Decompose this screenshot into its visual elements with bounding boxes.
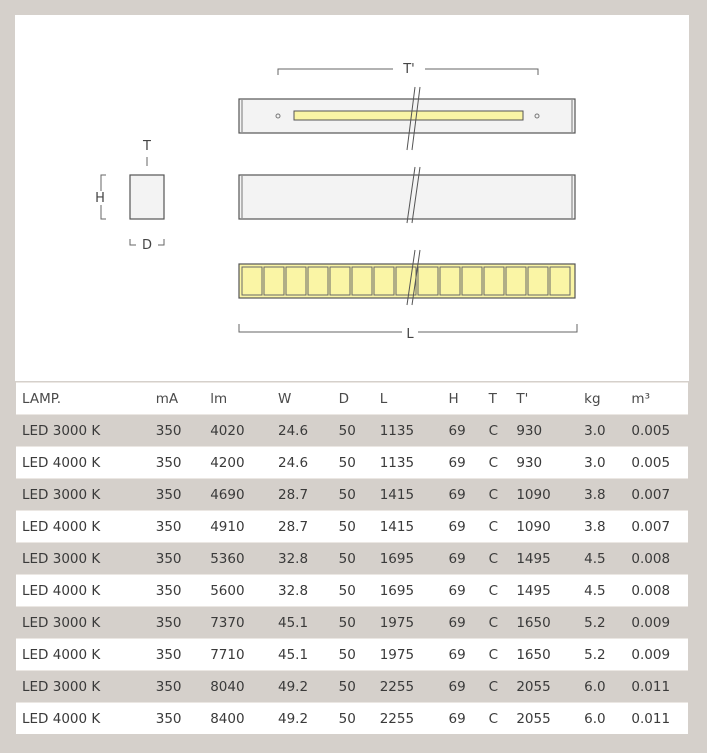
table-cell: 3.0 — [584, 415, 631, 447]
table-cell: 45.1 — [278, 639, 339, 671]
table-cell: 350 — [156, 543, 210, 575]
table-cell: 6.0 — [584, 703, 631, 735]
table-cell: 1495 — [516, 543, 584, 575]
table-cell: 350 — [156, 447, 210, 479]
table-cell: 3.8 — [584, 511, 631, 543]
table-cell: 930 — [516, 415, 584, 447]
table-cell: C — [489, 639, 517, 671]
table-cell: 1135 — [380, 447, 449, 479]
table-cell: 1695 — [380, 575, 449, 607]
led-cell — [528, 267, 548, 295]
table-cell: 24.6 — [278, 415, 339, 447]
specifications-table — [16, 382, 688, 734]
led-cell — [484, 267, 504, 295]
table-cell: 930 — [516, 447, 584, 479]
table-cell: 4.5 — [584, 575, 631, 607]
table-cell: 50 — [339, 639, 380, 671]
table-row — [16, 415, 688, 447]
table-cell: 50 — [339, 479, 380, 511]
table-cell: 1090 — [516, 511, 584, 543]
col-header-m3: m³ — [631, 383, 688, 415]
table-row — [16, 575, 688, 607]
table-cell: LED 3000 K — [16, 671, 156, 703]
table-cell: 4690 — [210, 479, 278, 511]
table-cell: 2255 — [380, 671, 449, 703]
table-cell: 5600 — [210, 575, 278, 607]
table-cell: 50 — [339, 671, 380, 703]
l-label: L — [406, 327, 414, 342]
table-cell: 69 — [449, 703, 489, 735]
side-view — [239, 175, 575, 219]
table-cell: C — [489, 479, 517, 511]
table-header-row — [16, 383, 688, 415]
luminaire-drawing — [15, 15, 689, 381]
led-cell — [352, 267, 372, 295]
led-cell — [396, 267, 416, 295]
table-cell: 0.008 — [631, 575, 688, 607]
top-view — [239, 99, 575, 133]
table-cell: 350 — [156, 639, 210, 671]
table-row — [16, 671, 688, 703]
table-cell: 50 — [339, 703, 380, 735]
table-row — [16, 639, 688, 671]
table-cell: 50 — [339, 511, 380, 543]
d-label: D — [141, 238, 153, 253]
table-cell: 49.2 — [278, 703, 339, 735]
table-cell: C — [489, 703, 517, 735]
table-cell: 1415 — [380, 479, 449, 511]
table-cell: LED 4000 K — [16, 575, 156, 607]
col-header-h: H — [449, 383, 489, 415]
table-cell: LED 3000 K — [16, 543, 156, 575]
led-cell — [550, 267, 570, 295]
table-cell: 0.008 — [631, 543, 688, 575]
col-header-l: L — [380, 383, 449, 415]
table-cell: 1090 — [516, 479, 584, 511]
table-cell: 5.2 — [584, 639, 631, 671]
col-header-lamp: LAMP. — [16, 383, 156, 415]
table-row — [16, 479, 688, 511]
table-cell: 69 — [449, 415, 489, 447]
col-header-kg: kg — [584, 383, 631, 415]
table-cell: 50 — [339, 607, 380, 639]
table-cell: C — [489, 511, 517, 543]
technical-drawing-panel — [15, 15, 689, 381]
col-header-w: W — [278, 383, 339, 415]
table-cell: C — [489, 575, 517, 607]
table-cell: 1975 — [380, 607, 449, 639]
table-cell: 350 — [156, 415, 210, 447]
table-cell: 350 — [156, 607, 210, 639]
table-cell: 69 — [449, 511, 489, 543]
table-cell: LED 4000 K — [16, 447, 156, 479]
col-header-d: D — [339, 383, 380, 415]
table-cell: 1495 — [516, 575, 584, 607]
table-cell: 50 — [339, 447, 380, 479]
table-row — [16, 543, 688, 575]
table-cell: 8400 — [210, 703, 278, 735]
table-row — [16, 607, 688, 639]
table-cell: 50 — [339, 415, 380, 447]
col-header-ma: mA — [156, 383, 210, 415]
table-cell: LED 3000 K — [16, 415, 156, 447]
table-cell: 4.5 — [584, 543, 631, 575]
table-cell: 0.005 — [631, 447, 688, 479]
table-cell: 45.1 — [278, 607, 339, 639]
t-prime-label: T' — [403, 62, 415, 77]
table-cell: 8040 — [210, 671, 278, 703]
t-label: T — [143, 139, 151, 154]
table-cell: C — [489, 447, 517, 479]
table-cell: 5.2 — [584, 607, 631, 639]
led-cell — [506, 267, 526, 295]
table-cell: 69 — [449, 447, 489, 479]
bottom-view — [239, 264, 575, 298]
table-cell: 32.8 — [278, 543, 339, 575]
table-cell: 7710 — [210, 639, 278, 671]
led-cell — [330, 267, 350, 295]
col-header-t: T — [489, 383, 517, 415]
table-cell: 0.007 — [631, 511, 688, 543]
table-cell: 350 — [156, 671, 210, 703]
table-cell: 69 — [449, 543, 489, 575]
table-cell: 1695 — [380, 543, 449, 575]
table-cell: 0.011 — [631, 703, 688, 735]
table-cell: 6.0 — [584, 671, 631, 703]
table-cell: 1650 — [516, 607, 584, 639]
table-cell: 69 — [449, 479, 489, 511]
table-cell: 0.005 — [631, 415, 688, 447]
table-cell: 4020 — [210, 415, 278, 447]
table-cell: LED 4000 K — [16, 703, 156, 735]
table-cell: 24.6 — [278, 447, 339, 479]
table-cell: 350 — [156, 703, 210, 735]
table-cell: 3.0 — [584, 447, 631, 479]
light-slot — [294, 111, 523, 120]
table-cell: 0.011 — [631, 671, 688, 703]
table-row — [16, 511, 688, 543]
table-cell: 2055 — [516, 671, 584, 703]
table-cell: 350 — [156, 575, 210, 607]
table-cell: 350 — [156, 511, 210, 543]
table-row — [16, 447, 688, 479]
table-cell: C — [489, 607, 517, 639]
table-cell: 69 — [449, 671, 489, 703]
table-cell: 1975 — [380, 639, 449, 671]
table-cell: 0.009 — [631, 607, 688, 639]
profile-section — [130, 175, 164, 219]
led-cell — [374, 267, 394, 295]
table-cell: 350 — [156, 479, 210, 511]
led-cell — [264, 267, 284, 295]
cross-section — [93, 139, 164, 253]
product-sheet — [10, 10, 694, 743]
table-cell: C — [489, 543, 517, 575]
table-cell: 1135 — [380, 415, 449, 447]
table-cell: LED 3000 K — [16, 607, 156, 639]
table-cell: 4910 — [210, 511, 278, 543]
table-cell: 0.007 — [631, 479, 688, 511]
h-label: H — [95, 191, 105, 206]
table-cell: 4200 — [210, 447, 278, 479]
table-cell: 69 — [449, 639, 489, 671]
led-cell — [242, 267, 262, 295]
table-cell: 7370 — [210, 607, 278, 639]
led-cell — [418, 267, 438, 295]
table-cell: 1415 — [380, 511, 449, 543]
table-cell: 69 — [449, 575, 489, 607]
table-cell: 50 — [339, 543, 380, 575]
table-cell: LED 3000 K — [16, 479, 156, 511]
table-row — [16, 703, 688, 735]
table-cell: 1650 — [516, 639, 584, 671]
table-cell: 2055 — [516, 703, 584, 735]
table-cell: LED 4000 K — [16, 639, 156, 671]
table-cell: 49.2 — [278, 671, 339, 703]
table-cell: LED 4000 K — [16, 511, 156, 543]
table-cell: 0.009 — [631, 639, 688, 671]
table-cell: C — [489, 671, 517, 703]
led-cell — [286, 267, 306, 295]
table-cell: 3.8 — [584, 479, 631, 511]
table-cell: 2255 — [380, 703, 449, 735]
led-cell — [308, 267, 328, 295]
col-header-lm: lm — [210, 383, 278, 415]
col-header-t-prime: T' — [516, 383, 584, 415]
table-cell: C — [489, 415, 517, 447]
led-cell — [462, 267, 482, 295]
table-cell: 50 — [339, 575, 380, 607]
table-cell: 5360 — [210, 543, 278, 575]
led-cell — [440, 267, 460, 295]
table-cell: 69 — [449, 607, 489, 639]
table-cell: 28.7 — [278, 479, 339, 511]
table-cell: 32.8 — [278, 575, 339, 607]
table-cell: 28.7 — [278, 511, 339, 543]
